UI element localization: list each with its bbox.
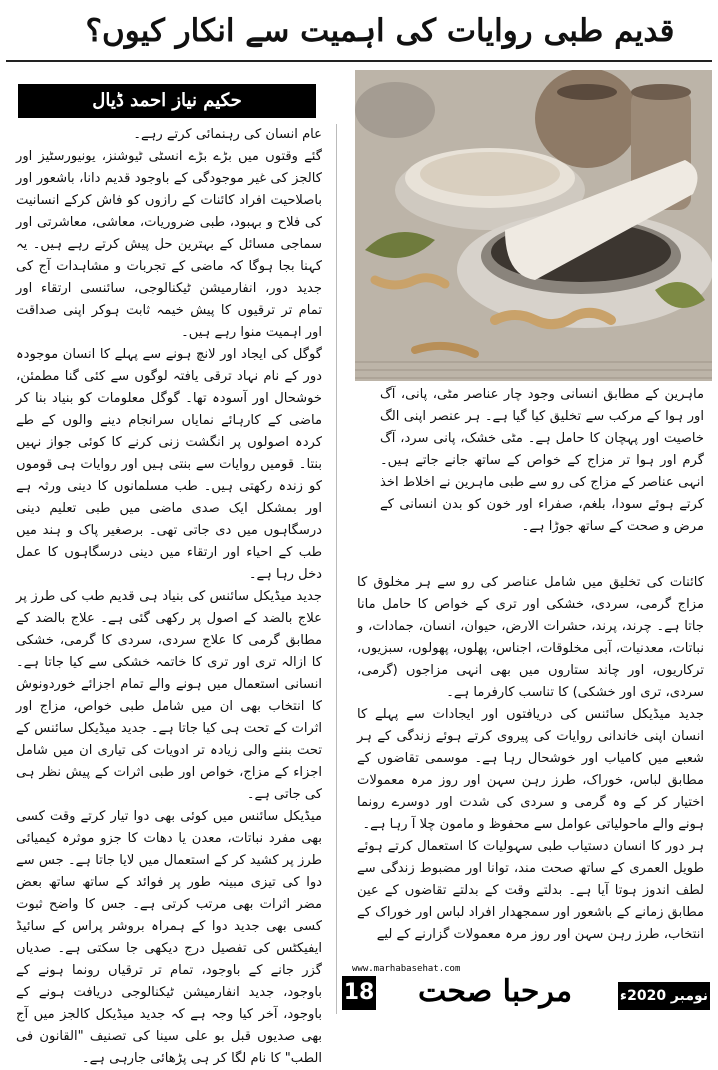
right-column-bottom bbox=[357, 572, 704, 958]
website-url: www.marhabasehat.com bbox=[352, 964, 461, 974]
page-number: 18 bbox=[342, 976, 376, 1010]
paragraph: عام انسان کی رہنمائی کرتے رہے۔ bbox=[133, 127, 322, 142]
article-photo bbox=[355, 70, 712, 381]
paragraph: کائنات کی تخلیق میں شامل عناصر کی رو سے ہر مخلوق کا مزاج گرمی، سردی، خشکی اور تری کے خواص کا حامل مانا جاتا ہے۔ چرند، پرند، حشرات الارض، حیوان، انسان، جمادات، و نباتات، معدنیات، آبی مخلوقات، اجناس، پھلوں، پھولوں، سبزیوں، ترکاریوں، اور چاند ستاروں میں بھی انہی مزاجوں (گرمی، سردی، تری اور خشکی) کا تناسب کارفرما ہے۔ bbox=[357, 575, 704, 700]
paragraph: گوگل کی ایجاد اور لانچ ہونے سے پہلے کا انسان موجودہ دور کے نام نہاد ترقی یافتہ لوگوں سے کئی گنا مطمئن، خوشحال اور آسودہ تھا۔ گوگل معلومات کو بنیاد بنا کر ماضی کے کارہائے نمایاں سرانجام دینے والوں کے طے کردہ اصولوں پر انگشت زنی کرنے کا کوئی جواز نہیں بنتا۔ قومیں روایات سے بنتی ہیں اور روایات ہی قوموں کو زندہ رکھتی ہیں۔ طب مسلمانوں کا دینی ورثہ ہے اور بمشکل ایک صدی ماضی میں طبی تعلیم دینی درسگاہوں میں دی جاتی تھی۔ برصغیر پاک و ہند میں طب کے احیاء اور ارتقاء میں دینی درسگاہوں کا عمل دخل رہا ہے۔ bbox=[16, 347, 322, 582]
issue-date: نومبر 2020ء bbox=[618, 982, 710, 1010]
paragraph: جدید میڈیکل سائنس کی بنیاد ہی قدیم طب کی طرز پر علاج بالضد کے اصول پر رکھی گئی ہے۔ علاج بالضد کے مطابق گرمی کا علاج سردی، سردی کا گرمی، خشکی کا ازالہ تری اور تری کا خاتمہ خشکی سے کیا جاتا ہے۔ انسانی استعمال میں ہونے والے تمام اجزائے خوردونوش کا انتخاب بھی ان میں شامل طبی خواص، مزاج اور اثرات کے تحت ہی کیا جاتا ہے۔ جدید میڈیکل سائنس کے تحت بننے والی زیادہ تر ادویات کی تیاری ان میں شامل اجزاء کے مزاج، خواص اور طبی اثرات کے پیش نظر ہی کی جاتی ہے۔ bbox=[16, 589, 322, 802]
author-byline: حکیم نیاز احمد ڈیال bbox=[18, 84, 316, 118]
title-divider bbox=[6, 60, 712, 62]
paragraph: جدید میڈیکل سائنس کی دریافتوں اور ایجادات سے پہلے کا انسان اپنی خاندانی روایات کی پیروی کرتے ہوئے زندگی کے ہر شعبے میں کامیاب اور خوشحال رہا ہے۔ موسمی تقاضوں کے مطابق لباس، خوراک، طرز رہن سہن اور روز مرہ معمولات اختیار کر کے وہ گرمی و سردی کی شدت اور دوسرے رونما ہونے والے ماحولیاتی عوامل سے محفوظ و مامون چلا آ رہا ہے۔ bbox=[357, 707, 704, 832]
magazine-logo: مرحبا صحت bbox=[417, 974, 573, 1009]
paragraph: میڈیکل سائنس میں کوئی بھی دوا تیار کرتے وقت کسی بھی مفرد نباتات، معدن یا دھات کا جزو موثرہ کیمیائی طرز پر کشید کر کے استعمال میں لایا جاتا ہے۔ جس سے دوا کی تیزی مبینہ طور پر فوائد کے ساتھ ساتھ بعض مضر اثرات بھی مرتب کرتی ہے۔ جس کا واضح ثبوت کسی بھی جدید دوا کے ہمراہ بروشر پراس کے سائیڈ ایفیکٹس کی تفصیل درج دیکھی جا سکتی ہے۔ صدیاں گزر جانے کے باوجود، تمام تر ترقیاں رونما ہونے کے باوجود، جدید انفارمیشن ٹیکنالوجی دریافت ہونے کے باوجود، آخر کیا وجہ ہے کہ جدید میڈیکل کالجز میں آج بھی صدیوں قبل بو علی سینا کی تصنیف "القانون فی الطب" کا نام لگا کر ہی پڑھائی جارہی ہے۔ bbox=[16, 809, 322, 1066]
article-title: قدیم طبی روایات کی اہمیت سے انکار کیوں؟ bbox=[85, 13, 675, 49]
column-divider bbox=[336, 124, 337, 1014]
right-column-top bbox=[380, 384, 704, 568]
paragraph: ماہرین کے مطابق انسانی وجود چار عناصر مٹی، پانی، آگ اور ہوا کے مرکب سے تخلیق کیا گیا ہے۔ ہر عنصر اپنی الگ خاصیت اور پہچان کا حامل ہے۔ مٹی خشک، پانی سرد، آگ گرم اور ہوا تر مزاج کے خواص کے ساتھ جانے جاتے ہیں۔ انہی عناصر کے مزاج کی رو سے طبی ماہرین نے اخلاط اخذ کرتے ہوئے سودا، بلغم، صفراء اور خون کو بدن انسانی کے مرض و صحت کے ساتھ جوڑا ہے۔ bbox=[380, 387, 704, 534]
left-column bbox=[16, 124, 322, 1066]
page-footer bbox=[340, 962, 712, 1014]
paragraph: ہر دور کا انسان دستیاب طبی سہولیات کا استعمال کرتے ہوئے طویل العمری کے ساتھ صحت مند، توانا اور مضبوط زندگی سے لطف اندوز ہوتا آیا ہے۔ بدلتے وقت کے بدلتے تقاضوں کے عین مطابق زمانے کے باشعور اور سمجھدار افراد لباس اور خوراک کے انتخاب، طرز رہن سہن اور روز مرہ معمولات گزارنے کے لیے bbox=[357, 839, 704, 942]
paragraph: گئے وقتوں میں بڑے بڑے انسٹی ٹیوشنز، یونیورسٹیز اور کالجز کی غیر موجودگی کے باوجود قدیم دانا، باشعور اور باصلاحیت افراد کائنات کے رازوں کو فاش کرکے انسانیت کی فلاح و بہبود، طبی ضروریات، معاشی، معاشرتی اور سماجی مسائل کے بہترین حل پیش کرتے رہے ہیں۔ یہ کہنا بجا ہوگا کہ ماضی کے تجربات و مشاہدات آج کی جدید دور، انفارمیشن ٹیکنالوجی، سائنسی ارتقاء اور تمام تر ترقیوں کا پیش خیمہ ثابت ہوکر اپنی صداقت اور اہمیت منوا رہے ہیں۔ bbox=[16, 149, 322, 340]
